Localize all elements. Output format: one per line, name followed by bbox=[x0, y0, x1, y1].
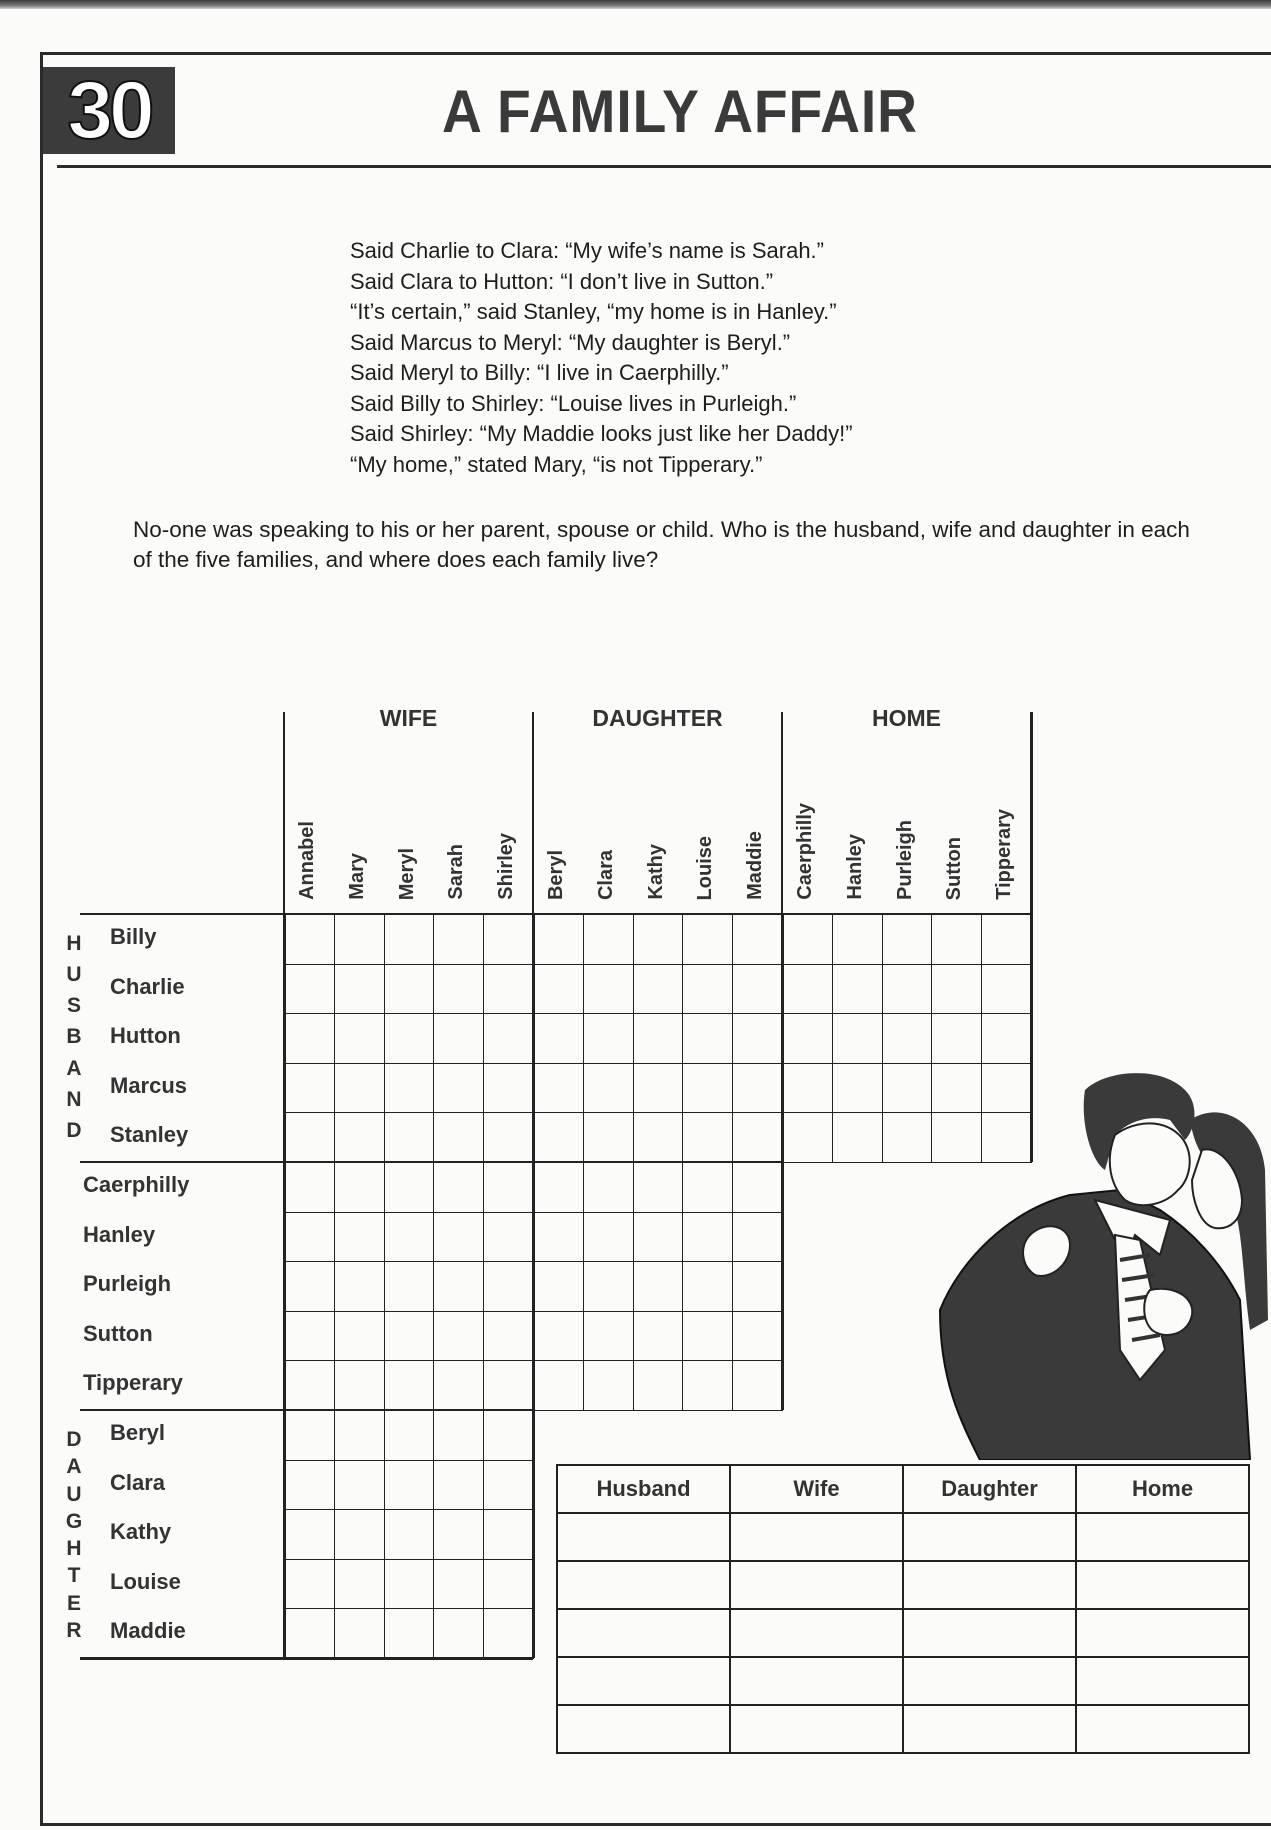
grid-cell[interactable] bbox=[433, 1608, 484, 1659]
grid-cell[interactable] bbox=[981, 1013, 1032, 1064]
grid-cell[interactable] bbox=[583, 964, 634, 1015]
grid-cell[interactable] bbox=[483, 1162, 534, 1213]
column-label: Purleigh bbox=[893, 819, 916, 900]
row-label: Stanley bbox=[110, 1122, 189, 1148]
grid-cell[interactable] bbox=[334, 1509, 385, 1560]
grid-cell[interactable] bbox=[433, 914, 484, 965]
grid-cell[interactable] bbox=[682, 964, 733, 1015]
grid-cell[interactable] bbox=[882, 914, 933, 965]
row-label: Maddie bbox=[110, 1618, 186, 1644]
grid-cell[interactable] bbox=[682, 914, 733, 965]
grid-cell[interactable] bbox=[533, 1112, 584, 1163]
clue-line: Said Billy to Shirley: “Louise lives in Purleigh.” bbox=[350, 390, 797, 416]
grid-cell[interactable] bbox=[931, 914, 982, 965]
grid-cell[interactable] bbox=[483, 1509, 534, 1560]
grid-cell[interactable] bbox=[284, 964, 335, 1015]
answer-cell[interactable] bbox=[730, 1609, 903, 1657]
row-label: Caerphilly bbox=[83, 1172, 190, 1197]
scan-top-edge bbox=[0, 0, 1271, 9]
row-label: Marcus bbox=[110, 1072, 188, 1098]
row-group-letter: B bbox=[66, 1025, 82, 1049]
grid-cell[interactable] bbox=[433, 1460, 484, 1511]
column-group-divider bbox=[781, 1162, 784, 1410]
grid-cell[interactable] bbox=[732, 1360, 783, 1411]
grid-cell[interactable] bbox=[334, 964, 385, 1015]
grid-cell[interactable] bbox=[284, 1261, 335, 1312]
clue-line: Said Marcus to Meryl: “My daughter is Beryl.” bbox=[350, 329, 791, 355]
column-label: Maddie bbox=[744, 831, 767, 900]
column-group-divider bbox=[781, 914, 784, 1162]
grid-cell[interactable] bbox=[682, 1212, 733, 1263]
grid-cell[interactable] bbox=[334, 1112, 385, 1163]
row-group-letter: U bbox=[66, 1482, 82, 1506]
grid-cell[interactable] bbox=[633, 1063, 684, 1114]
grid-cell[interactable] bbox=[433, 1212, 484, 1263]
row-label: Clara bbox=[110, 1469, 166, 1495]
answer-cell[interactable] bbox=[1076, 1657, 1249, 1705]
grid-cell[interactable] bbox=[633, 964, 684, 1015]
grid-cell[interactable] bbox=[433, 964, 484, 1015]
grid-cell[interactable] bbox=[533, 1311, 584, 1362]
row-group-letter: D bbox=[66, 1118, 82, 1142]
grid-cell[interactable] bbox=[433, 1311, 484, 1362]
grid-cell[interactable] bbox=[633, 1360, 684, 1411]
column-group-header: DAUGHTER bbox=[592, 705, 723, 731]
column-label: Sutton bbox=[943, 836, 966, 900]
column-group-header: WIFE bbox=[379, 705, 438, 731]
grid-cell[interactable] bbox=[732, 914, 783, 965]
row-label: Tipperary bbox=[83, 1370, 183, 1396]
grid-cell[interactable] bbox=[583, 1013, 634, 1064]
row-group-letter: T bbox=[67, 1564, 81, 1588]
answer-cell[interactable] bbox=[903, 1705, 1076, 1753]
answer-cell[interactable] bbox=[730, 1657, 903, 1705]
column-group-divider bbox=[283, 1162, 286, 1410]
grid-cell[interactable] bbox=[682, 1063, 733, 1114]
grid-cell[interactable] bbox=[782, 1063, 833, 1114]
grid-cell[interactable] bbox=[384, 1063, 435, 1114]
grid-cell[interactable] bbox=[284, 1608, 335, 1659]
answer-table bbox=[556, 1464, 1250, 1754]
header-divider bbox=[283, 712, 285, 914]
column-label: Hanley bbox=[843, 834, 866, 900]
column-group-divider bbox=[532, 1410, 535, 1658]
grid-cell[interactable] bbox=[732, 1261, 783, 1312]
answer-cell[interactable] bbox=[730, 1561, 903, 1609]
grid-cell[interactable] bbox=[483, 1311, 534, 1362]
header-divider bbox=[532, 712, 534, 914]
column-label: Louise bbox=[694, 835, 717, 900]
clue-line: “My home,” stated Mary, “is not Tipperary.” bbox=[350, 451, 763, 477]
column-label: Mary bbox=[345, 853, 368, 900]
grid-cell[interactable] bbox=[832, 1063, 883, 1114]
grid-cell[interactable] bbox=[583, 914, 634, 965]
grid-cell[interactable] bbox=[832, 914, 883, 965]
grid-cell[interactable] bbox=[334, 1063, 385, 1114]
clue-line: Said Charlie to Clara: “My wife’s name is Sarah.” bbox=[350, 238, 824, 263]
grid-cell[interactable] bbox=[433, 1013, 484, 1064]
grid-cell[interactable] bbox=[931, 1013, 982, 1064]
puzzle-number-badge: 30 bbox=[43, 67, 175, 154]
grid-cell[interactable] bbox=[633, 1013, 684, 1064]
answer-cell[interactable] bbox=[730, 1513, 903, 1561]
man-jacket bbox=[940, 1190, 1250, 1460]
row-group-letter: H bbox=[66, 932, 82, 955]
man-hand-right bbox=[1144, 1289, 1192, 1335]
clue-line: “It’s certain,” said Stanley, “my home is in Hanley.” bbox=[350, 299, 837, 324]
answer-cell[interactable] bbox=[730, 1705, 903, 1753]
grid-cell[interactable] bbox=[732, 1162, 783, 1213]
grid-cell[interactable] bbox=[334, 1212, 385, 1263]
grid-cell[interactable] bbox=[782, 964, 833, 1015]
grid-cell[interactable] bbox=[682, 1360, 733, 1411]
grid-cell[interactable] bbox=[334, 1608, 385, 1659]
grid-cell[interactable] bbox=[384, 1212, 435, 1263]
grid-cell[interactable] bbox=[384, 1360, 435, 1411]
grid-cell[interactable] bbox=[384, 1112, 435, 1163]
grid-cell[interactable] bbox=[732, 964, 783, 1015]
row-label: Kathy bbox=[110, 1519, 172, 1545]
grid-cell[interactable] bbox=[483, 1212, 534, 1263]
man-face bbox=[1110, 1123, 1190, 1205]
answer-cell[interactable] bbox=[1076, 1513, 1249, 1561]
grid-cell[interactable] bbox=[433, 1360, 484, 1411]
grid-cell[interactable] bbox=[483, 1608, 534, 1659]
column-group-divider bbox=[532, 1162, 535, 1410]
grid-cell[interactable] bbox=[882, 964, 933, 1015]
answer-cell[interactable] bbox=[903, 1609, 1076, 1657]
grid-cell[interactable] bbox=[384, 1608, 435, 1659]
column-group-divider bbox=[283, 1410, 286, 1658]
grid-cell[interactable] bbox=[483, 964, 534, 1015]
grid-cell[interactable] bbox=[433, 1162, 484, 1213]
grid-cell[interactable] bbox=[334, 1162, 385, 1213]
grid-cell[interactable] bbox=[284, 1112, 335, 1163]
answer-row bbox=[557, 1513, 1249, 1561]
grid-cell[interactable] bbox=[284, 1162, 335, 1213]
grid-cell[interactable] bbox=[384, 1013, 435, 1064]
grid-bottom-rule bbox=[80, 1657, 533, 1660]
grid-cell[interactable] bbox=[284, 1063, 335, 1114]
grid-cell[interactable] bbox=[384, 1261, 435, 1312]
answer-row bbox=[557, 1657, 1249, 1705]
grid-cell[interactable] bbox=[334, 914, 385, 965]
grid-cell[interactable] bbox=[483, 1360, 534, 1411]
column-label: Clara bbox=[594, 849, 617, 900]
grid-cell[interactable] bbox=[633, 1162, 684, 1213]
grid-cell[interactable] bbox=[384, 1162, 435, 1213]
grid-cell[interactable] bbox=[583, 1112, 634, 1163]
grid-cell[interactable] bbox=[433, 1410, 484, 1461]
grid-cell[interactable] bbox=[633, 1311, 684, 1362]
grid-cell[interactable] bbox=[483, 1063, 534, 1114]
grid-cell[interactable] bbox=[384, 1311, 435, 1362]
grid-cell[interactable] bbox=[832, 1112, 883, 1163]
grid-cell[interactable] bbox=[433, 1063, 484, 1114]
grid-cell[interactable] bbox=[682, 1311, 733, 1362]
couple-illustration-icon bbox=[920, 1060, 1271, 1460]
grid-cell[interactable] bbox=[384, 964, 435, 1015]
grid-cell[interactable] bbox=[483, 1559, 534, 1610]
row-label: Hutton bbox=[110, 1023, 181, 1049]
grid-cell[interactable] bbox=[682, 1261, 733, 1312]
grid-cell[interactable] bbox=[882, 1013, 933, 1064]
answer-header-daughter: Daughter bbox=[903, 1465, 1076, 1513]
grid-cell[interactable] bbox=[284, 1212, 335, 1263]
row-label: Billy bbox=[110, 924, 157, 949]
answer-header-wife: Wife bbox=[730, 1465, 903, 1513]
column-label: Annabel bbox=[296, 821, 318, 900]
grid-cell[interactable] bbox=[981, 914, 1032, 965]
grid-cell[interactable] bbox=[682, 1112, 733, 1163]
grid-cell[interactable] bbox=[483, 1410, 534, 1461]
grid-cell[interactable] bbox=[533, 1261, 584, 1312]
grid-cell[interactable] bbox=[832, 964, 883, 1015]
grid-cell[interactable] bbox=[384, 1460, 435, 1511]
answer-header-husband: Husband bbox=[557, 1465, 730, 1513]
grid-cell[interactable] bbox=[633, 1212, 684, 1263]
row-label: Beryl bbox=[110, 1420, 166, 1445]
answer-cell[interactable] bbox=[557, 1657, 730, 1705]
grid-cell[interactable] bbox=[533, 1063, 584, 1114]
grid-cell[interactable] bbox=[583, 1261, 634, 1312]
answer-cell[interactable] bbox=[557, 1513, 730, 1561]
answer-cell[interactable] bbox=[557, 1561, 730, 1609]
answer-cell[interactable] bbox=[1076, 1609, 1249, 1657]
column-label: Meryl bbox=[395, 847, 418, 900]
grid-cell[interactable] bbox=[583, 1360, 634, 1411]
column-label: Caerphilly bbox=[794, 803, 816, 900]
grid-cell[interactable] bbox=[433, 1559, 484, 1610]
grid-cell[interactable] bbox=[583, 1212, 634, 1263]
grid-cell[interactable] bbox=[981, 964, 1032, 1015]
title-rule bbox=[57, 165, 1271, 168]
grid-cell[interactable] bbox=[284, 914, 335, 965]
row-group-letter: N bbox=[66, 1087, 82, 1111]
grid-cell[interactable] bbox=[384, 1410, 435, 1461]
grid-cell[interactable] bbox=[732, 1212, 783, 1263]
row-group-letter: G bbox=[65, 1509, 83, 1533]
row-group-letter: S bbox=[66, 994, 81, 1018]
header-divider bbox=[781, 712, 783, 914]
grid-cell[interactable] bbox=[483, 1261, 534, 1312]
grid-cell[interactable] bbox=[732, 1013, 783, 1064]
grid-cell[interactable] bbox=[483, 1460, 534, 1511]
column-label: Sarah bbox=[445, 844, 468, 900]
grid-cell[interactable] bbox=[533, 1360, 584, 1411]
column-label: Shirley bbox=[495, 833, 518, 900]
grid-cell[interactable] bbox=[533, 1162, 584, 1213]
grid-cell[interactable] bbox=[284, 1509, 335, 1560]
grid-cell[interactable] bbox=[483, 1112, 534, 1163]
grid-cell[interactable] bbox=[832, 1013, 883, 1064]
grid-cell[interactable] bbox=[533, 1212, 584, 1263]
grid-cell[interactable] bbox=[782, 914, 833, 965]
grid-cell[interactable] bbox=[483, 1013, 534, 1064]
row-label: Hanley bbox=[83, 1221, 156, 1247]
clue-line: Said Meryl to Billy: “I live in Caerphilly.” bbox=[350, 360, 729, 385]
answer-cell[interactable] bbox=[1076, 1705, 1249, 1753]
grid-cell[interactable] bbox=[533, 1013, 584, 1064]
grid-cell[interactable] bbox=[433, 1112, 484, 1163]
grid-cell[interactable] bbox=[433, 1509, 484, 1560]
row-group-letter: A bbox=[66, 1056, 82, 1080]
column-group-divider bbox=[283, 914, 286, 1162]
grid-cell[interactable] bbox=[334, 1261, 385, 1312]
grid-cell[interactable] bbox=[682, 1162, 733, 1213]
row-group-letter: H bbox=[66, 1537, 82, 1560]
answer-cell[interactable] bbox=[903, 1513, 1076, 1561]
grid-cell[interactable] bbox=[334, 1410, 385, 1461]
grid-cell[interactable] bbox=[334, 1559, 385, 1610]
column-label: Tipperary bbox=[993, 809, 1016, 900]
grid-cell[interactable] bbox=[284, 1013, 335, 1064]
row-group-letter: R bbox=[66, 1618, 82, 1642]
grid-cell[interactable] bbox=[384, 1509, 435, 1560]
clue-list bbox=[350, 236, 853, 480]
grid-cell[interactable] bbox=[284, 1410, 335, 1461]
puzzle-title: A FAMILY AFFAIR bbox=[442, 78, 918, 145]
grid-cell[interactable] bbox=[533, 914, 584, 965]
grid-cell[interactable] bbox=[533, 964, 584, 1015]
grid-cell[interactable] bbox=[384, 1559, 435, 1610]
clue-line: Said Shirley: “My Maddie looks just like her Daddy!” bbox=[350, 421, 853, 446]
answer-cell[interactable] bbox=[1076, 1561, 1249, 1609]
grid-cell[interactable] bbox=[732, 1063, 783, 1114]
grid-cell[interactable] bbox=[433, 1261, 484, 1312]
grid-cell[interactable] bbox=[583, 1063, 634, 1114]
grid-cell[interactable] bbox=[334, 1311, 385, 1362]
grid-cell[interactable] bbox=[334, 1460, 385, 1511]
row-label: Sutton bbox=[83, 1320, 153, 1346]
grid-cell[interactable] bbox=[782, 1013, 833, 1064]
grid-cell[interactable] bbox=[682, 1013, 733, 1064]
answer-row bbox=[557, 1561, 1249, 1609]
grid-cell[interactable] bbox=[633, 1112, 684, 1163]
grid-cell[interactable] bbox=[583, 1311, 634, 1362]
answer-cell[interactable] bbox=[557, 1609, 730, 1657]
grid-cell[interactable] bbox=[633, 914, 684, 965]
grid-cell[interactable] bbox=[284, 1460, 335, 1511]
grid-cell[interactable] bbox=[633, 1261, 684, 1312]
row-group-letter: U bbox=[66, 963, 82, 987]
column-group-divider bbox=[532, 914, 535, 1162]
answer-cell[interactable] bbox=[903, 1657, 1076, 1705]
grid-cell[interactable] bbox=[931, 964, 982, 1015]
puzzle-question: No-one was speaking to his or her parent, spouse or child. Who is the husband, wife and daughter in each of the five families, and where does each family live? bbox=[133, 517, 1190, 572]
grid-cell[interactable] bbox=[384, 914, 435, 965]
answer-row bbox=[557, 1705, 1249, 1753]
row-group-letter: E bbox=[66, 1591, 81, 1615]
column-group-header: HOME bbox=[872, 705, 941, 731]
grid-cell[interactable] bbox=[284, 1360, 335, 1411]
grid-cell[interactable] bbox=[483, 914, 534, 965]
grid-cell[interactable] bbox=[732, 1311, 783, 1362]
clue-line: Said Clara to Hutton: “I don’t live in Sutton.” bbox=[350, 268, 774, 294]
grid-cell[interactable] bbox=[782, 1112, 833, 1163]
row-group-letter: D bbox=[66, 1428, 82, 1451]
row-label: Purleigh bbox=[83, 1271, 172, 1297]
answer-header-home: Home bbox=[1076, 1465, 1249, 1513]
grid-cell[interactable] bbox=[334, 1013, 385, 1064]
grid-cell[interactable] bbox=[732, 1112, 783, 1163]
grid-cell[interactable] bbox=[334, 1360, 385, 1411]
grid-cell[interactable] bbox=[583, 1162, 634, 1213]
row-label: Louise bbox=[110, 1568, 181, 1594]
answer-cell[interactable] bbox=[557, 1705, 730, 1753]
row-label: Charlie bbox=[110, 973, 185, 999]
grid-cell[interactable] bbox=[284, 1559, 335, 1610]
row-group-letter: A bbox=[66, 1455, 82, 1479]
column-label: Kathy bbox=[644, 844, 667, 900]
grid-cell[interactable] bbox=[284, 1311, 335, 1362]
column-label: Beryl bbox=[545, 849, 567, 900]
answer-row bbox=[557, 1609, 1249, 1657]
answer-cell[interactable] bbox=[903, 1561, 1076, 1609]
